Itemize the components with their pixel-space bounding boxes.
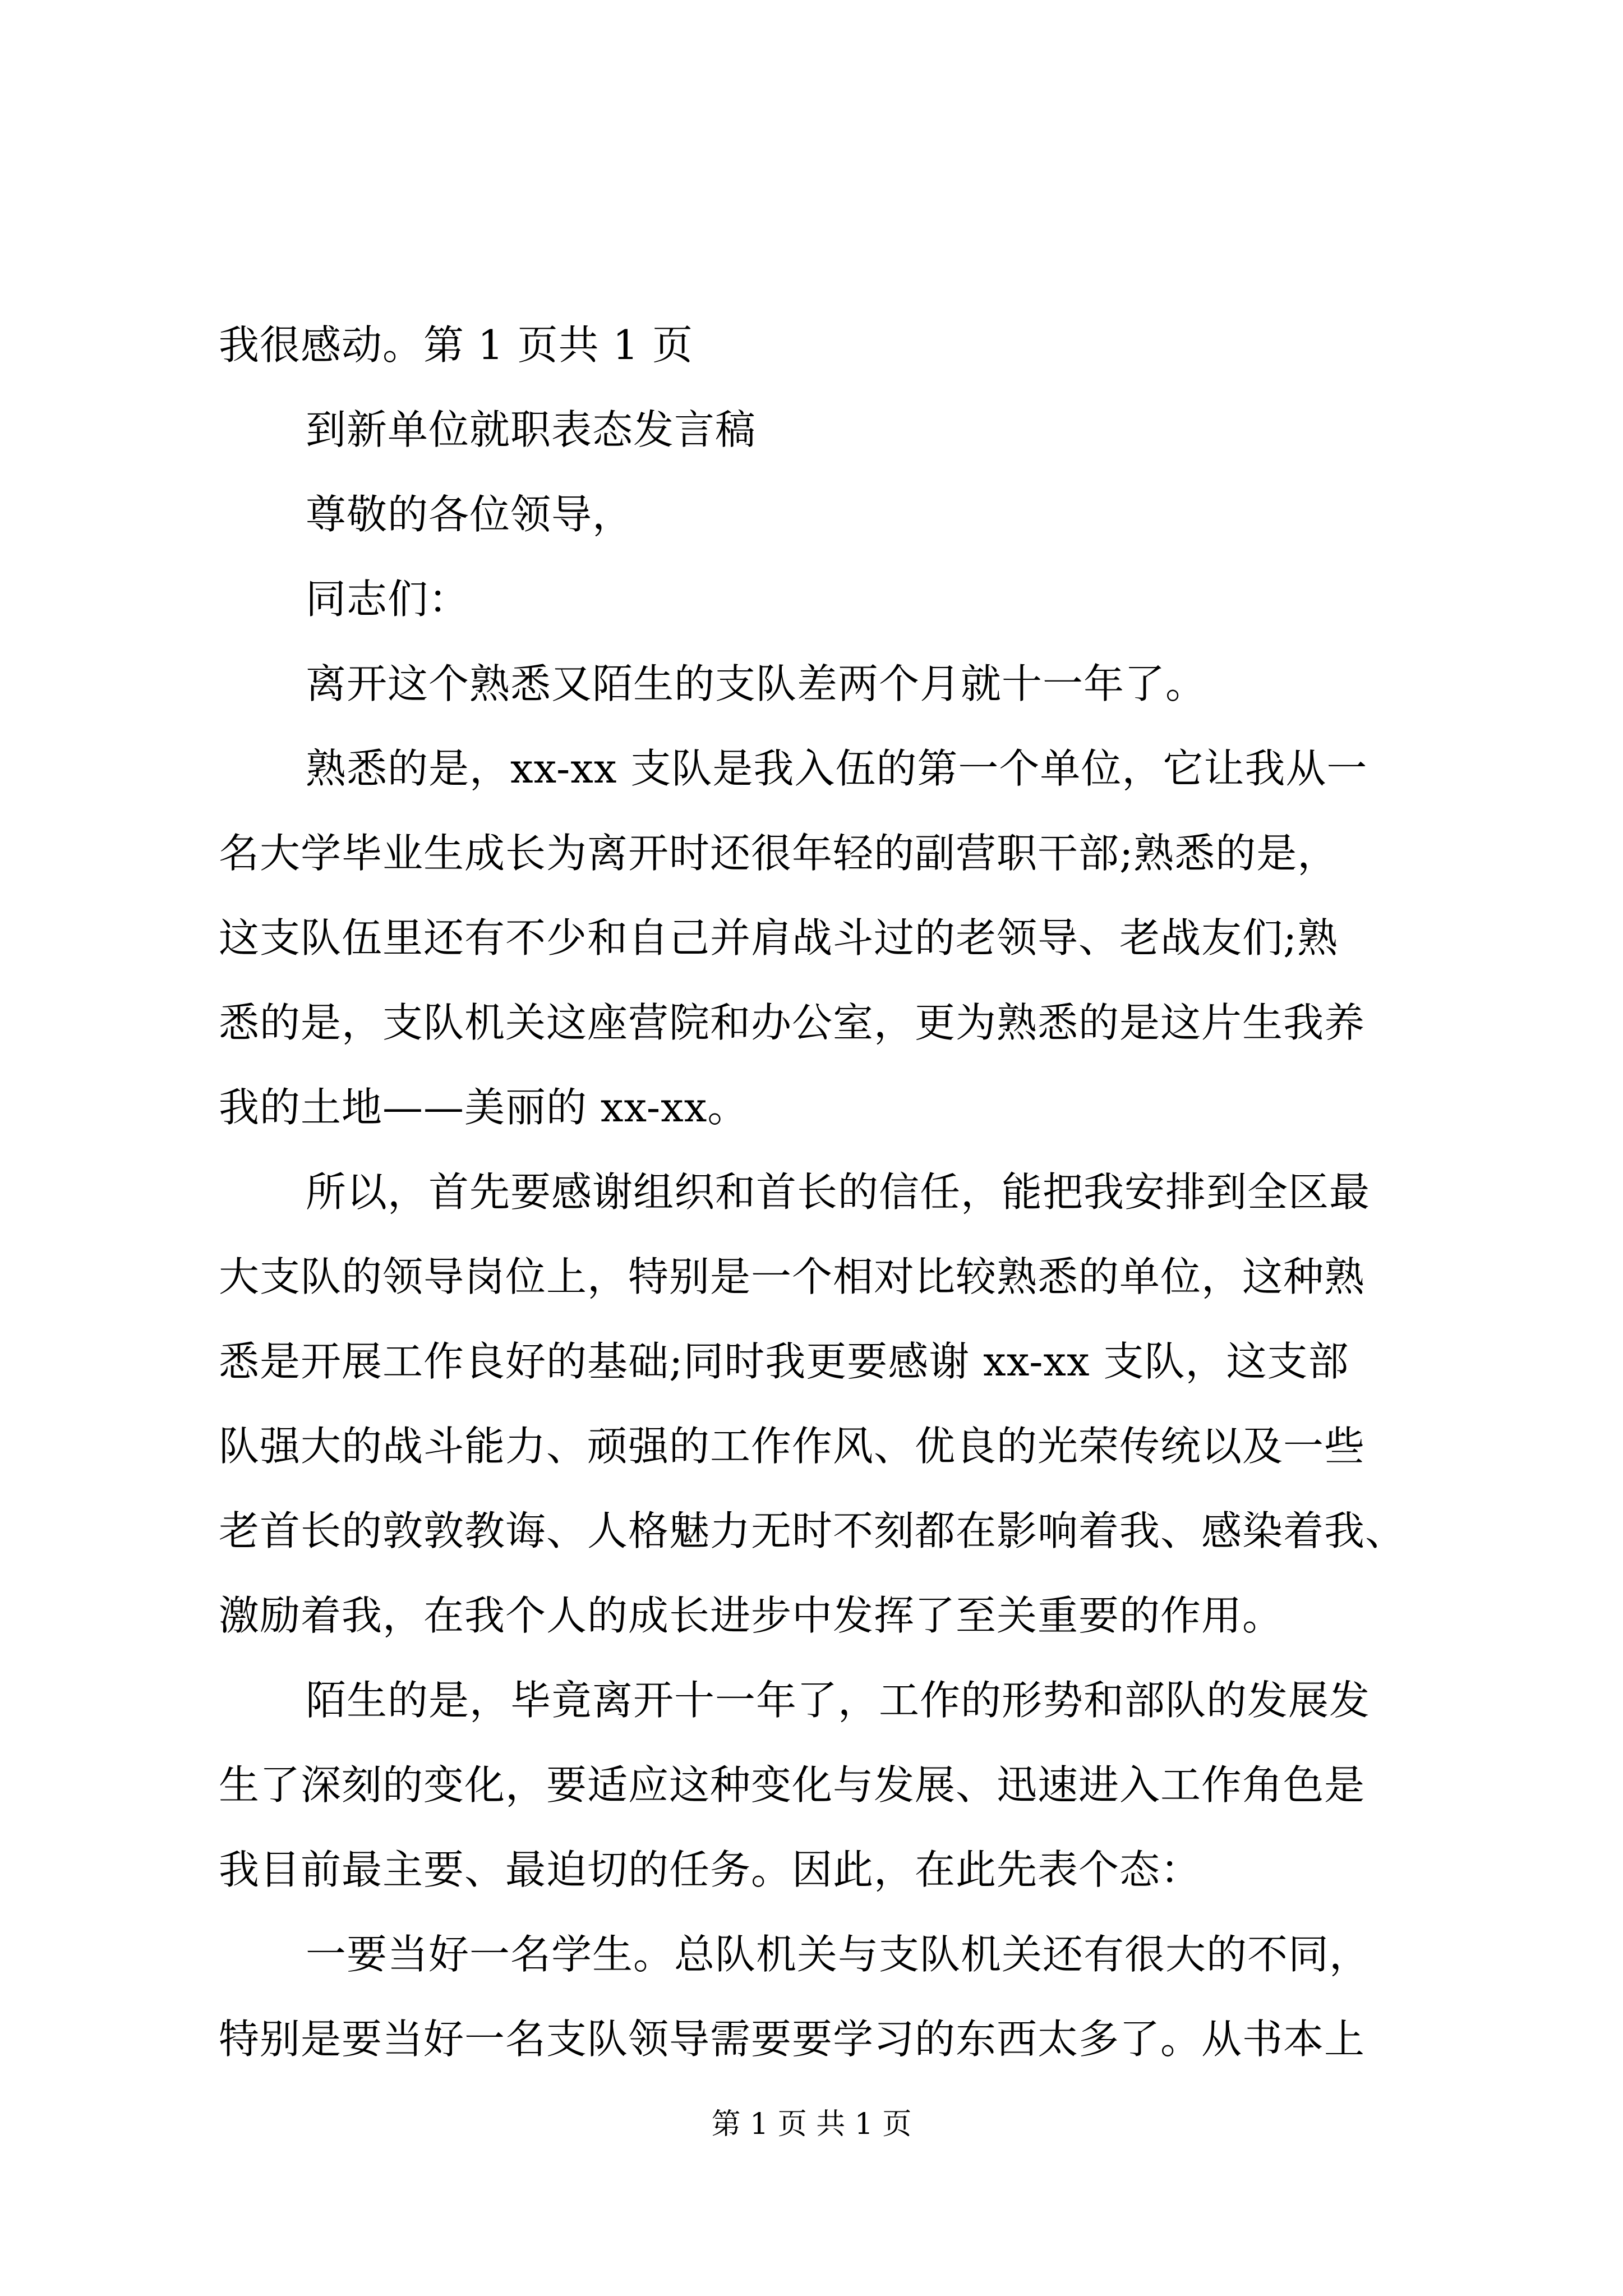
paragraph-line: 悉的是，支队机关这座营院和办公室，更为熟悉的是这片生我养 [219,999,1366,1046]
text-line: 我很感动。第 1 页共 1 页 [219,321,694,369]
paragraph-line: 我目前最主要、最迫切的任务。因此，在此先表个态： [219,1846,1202,1893]
paragraph-line: 大支队的领导岗位上，特别是一个相对比较熟悉的单位，这种熟 [219,1253,1366,1300]
paragraph-line: 一要当好一名学生。总队机关与支队机关还有很大的不同， [306,1931,1371,1978]
paragraph-line: 我的土地——美丽的 xx-xx。 [219,1084,749,1131]
paragraph-line: 队强大的战斗能力、顽强的工作作风、优良的光荣传统以及一些 [219,1423,1366,1470]
paragraph-line: 所以，首先要感谢组织和首长的信任，能把我安排到全区最 [306,1168,1371,1216]
paragraph-line: 熟悉的是，xx-xx 支队是我入伍的第一个单位，它让我从一 [306,745,1368,792]
paragraph-line: 生了深刻的变化，要适应这种变化与发展、迅速进入工作角色是 [219,1761,1366,1809]
salutation-line: 尊敬的各位领导， [306,491,634,538]
paragraph-line: 名大学毕业生成长为离开时还很年轻的副营职干部;熟悉的是， [219,830,1339,877]
paragraph-line: 悉是开展工作良好的基础;同时我更要感谢 xx-xx 支队，这支部 [219,1338,1349,1385]
paragraph-line: 激励着我，在我个人的成长进步中发挥了至关重要的作用。 [219,1592,1284,1639]
salutation-line: 同志们： [306,576,470,623]
page-footer: 第 1 页 共 1 页 [711,2108,912,2141]
paragraph-line: 陌生的是，毕竟离开十一年了，工作的形势和部队的发展发 [306,1677,1371,1724]
paragraph-line: 特别是要当好一名支队领导需要要学习的东西太多了。从书本上 [219,2016,1366,2063]
paragraph-line: 这支队伍里还有不少和自己并肩战斗过的老领导、老战友们;熟 [219,914,1339,961]
speech-title: 到新单位就职表态发言稿 [306,406,757,453]
paragraph-line: 老首长的敦敦教诲、人格魅力无时不刻都在影响着我、感染着我、 [219,1507,1407,1554]
document-body [219,303,1422,2082]
paragraph-line: 离开这个熟悉又陌生的支队差两个月就十一年了。 [306,660,1207,707]
